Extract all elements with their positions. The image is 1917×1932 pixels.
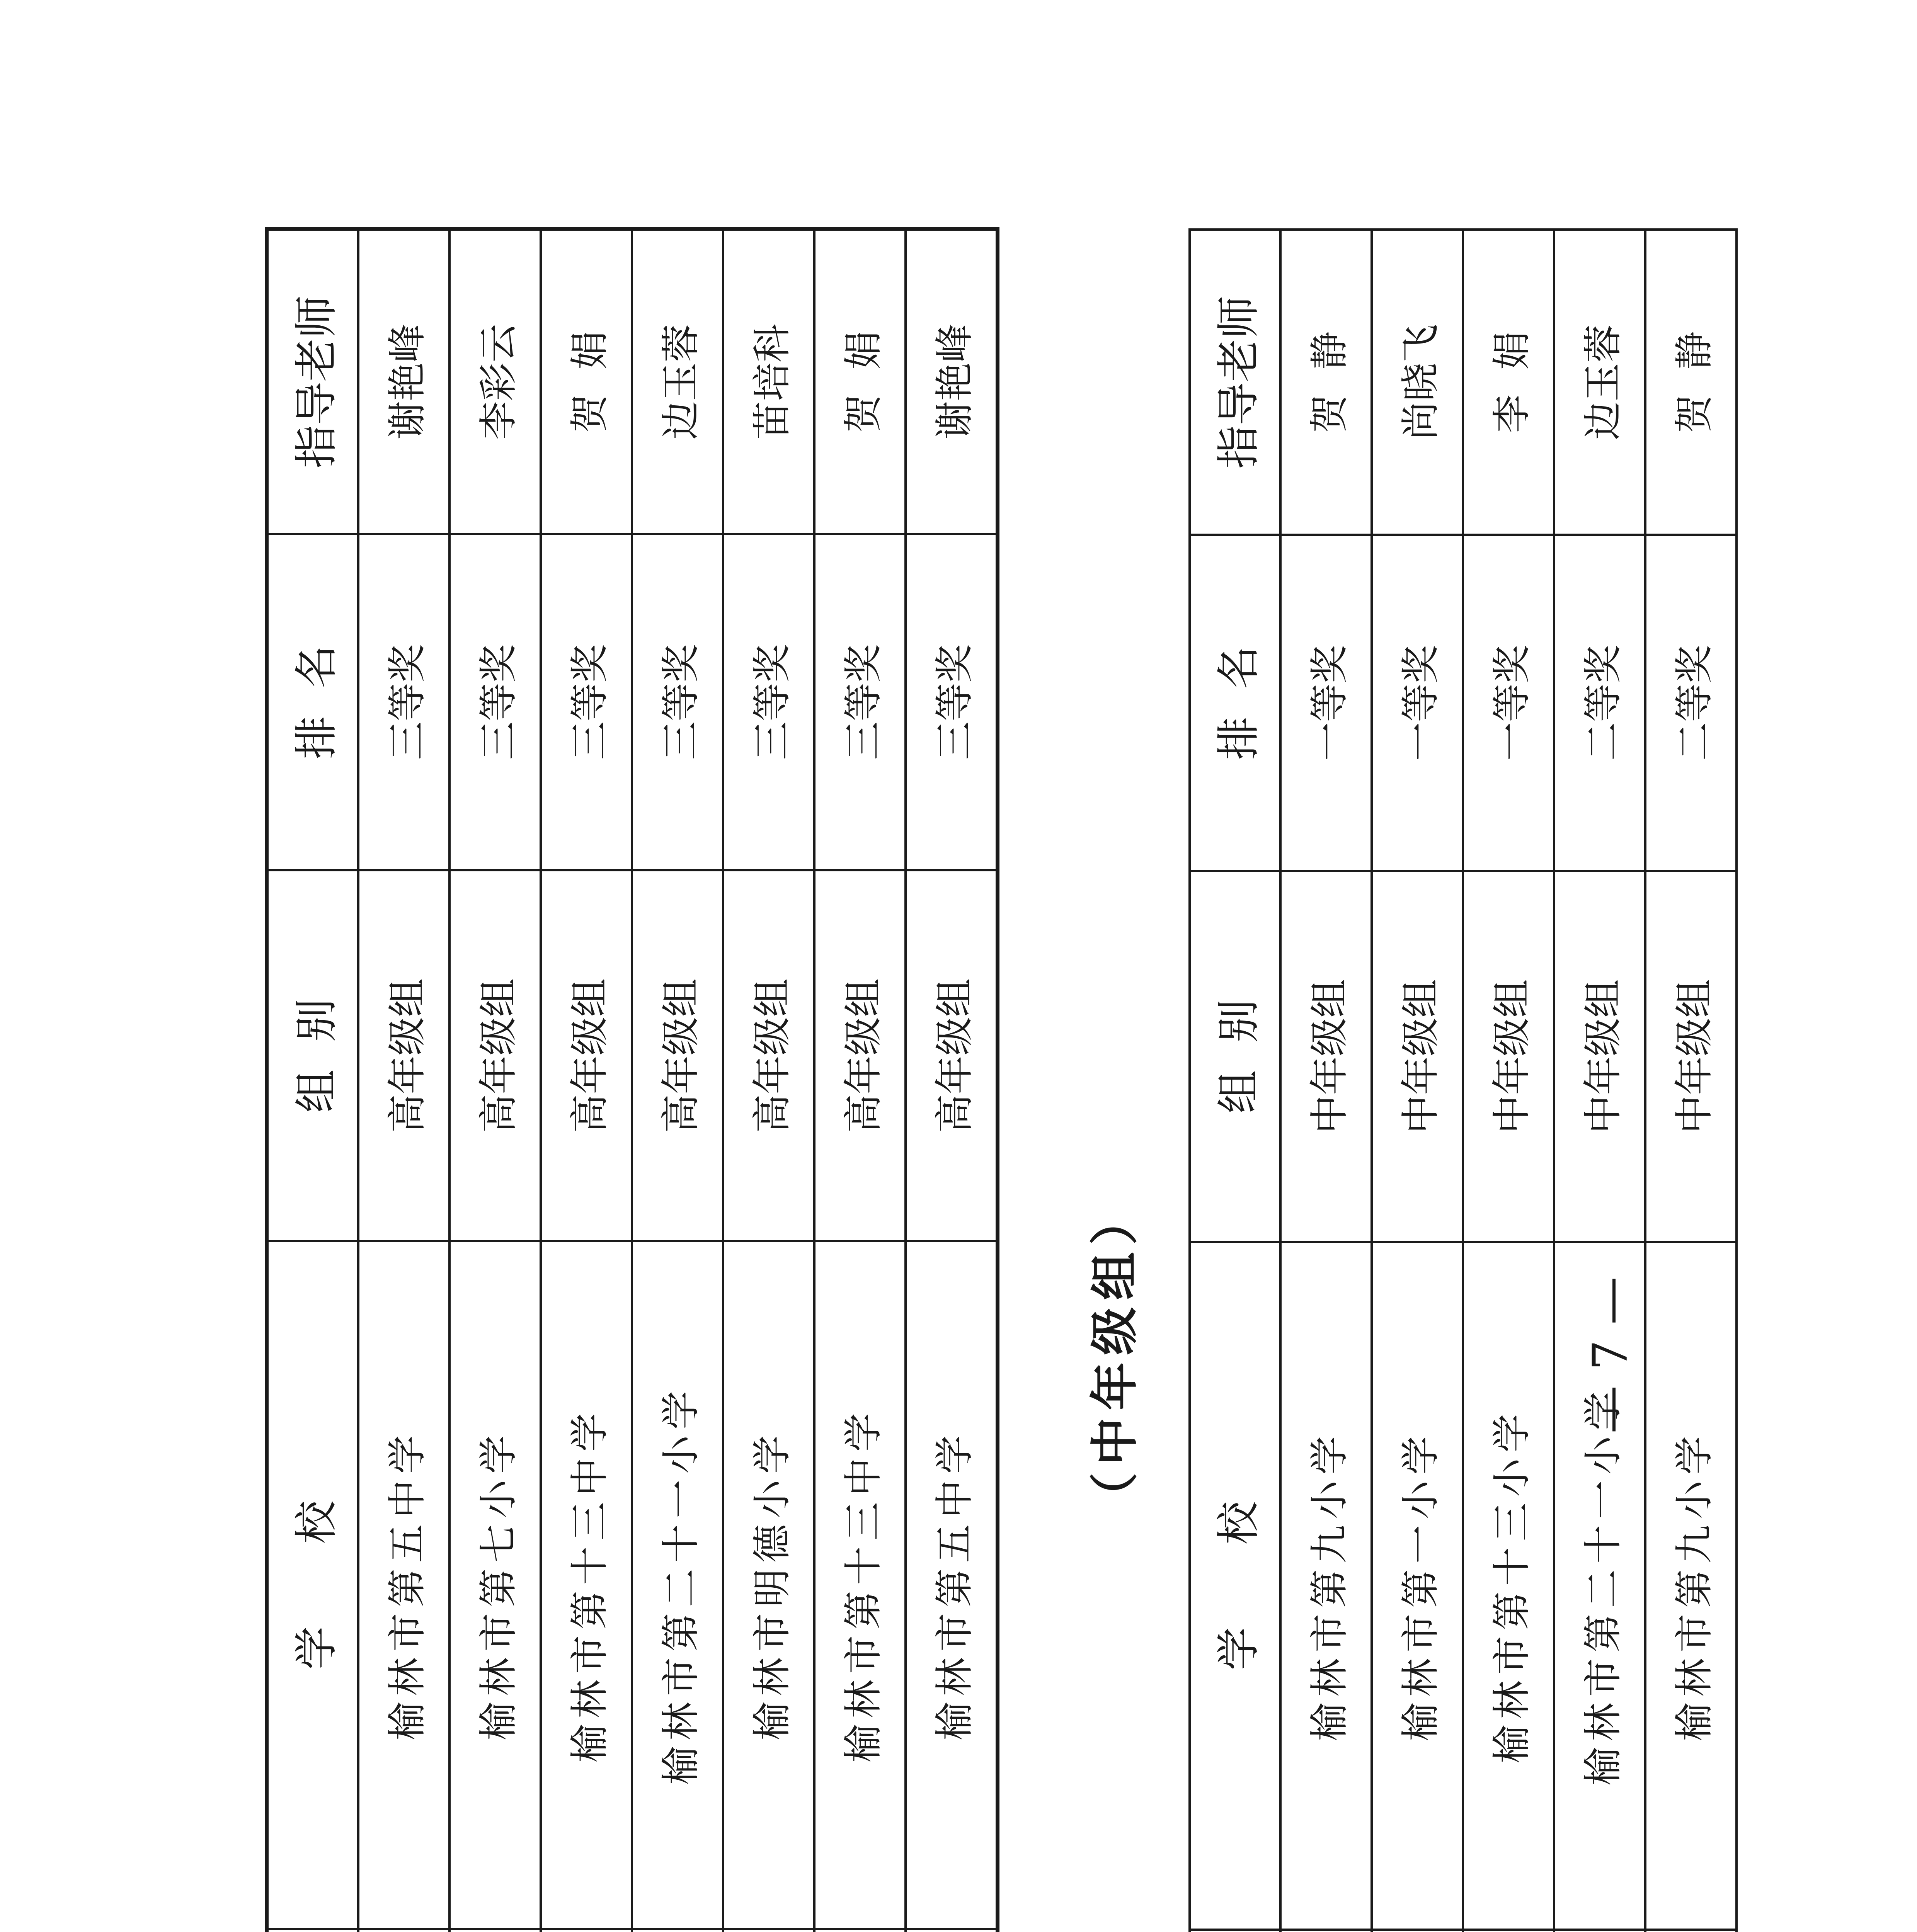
cell-rank: 一等奖 (1372, 535, 1463, 871)
cell-name (814, 1929, 906, 1932)
header-school: 学 校 (267, 1241, 358, 1929)
cell-name (449, 1929, 541, 1932)
table-row (1645, 230, 1737, 1932)
table-row (632, 229, 723, 1932)
cell-group: 中年级组 (1645, 871, 1737, 1242)
cell-teacher: 贺 静 (1645, 230, 1737, 535)
table-row (449, 229, 541, 1932)
award-table-middle (1188, 228, 1738, 1932)
cell-teacher: 贺 娟 (541, 229, 632, 534)
header-name (1190, 1930, 1280, 1932)
cell-rank: 一等奖 (1280, 535, 1372, 871)
header-school: 学 校 (1190, 1242, 1280, 1930)
cell-rank: 三等奖 (541, 534, 632, 870)
cell-school: 榆林市第十三小学 (1463, 1242, 1554, 1930)
cell-group: 中年级组 (1554, 871, 1645, 1242)
cell-school: 榆林市第九小学 (1280, 1242, 1372, 1930)
table-row (541, 229, 632, 1932)
table-row (1280, 230, 1372, 1932)
cell-name (632, 1929, 723, 1932)
cell-school: 榆林市第十三中学 (814, 1241, 906, 1929)
table-row (906, 229, 998, 1932)
cell-name (1645, 1930, 1737, 1932)
cell-teacher: 贺 娟 (814, 229, 906, 534)
award-table-senior (265, 227, 999, 1932)
cell-teacher: 李 娟 (1463, 230, 1554, 535)
cell-rank: 二等奖 (1645, 535, 1737, 871)
section-subtitle: （中年级组） (1087, 1190, 1143, 1520)
cell-rank: 三等奖 (906, 534, 998, 870)
cell-group: 高年级组 (906, 870, 998, 1241)
cell-teacher: 李彩云 (449, 229, 541, 534)
cell-rank: 三等奖 (358, 534, 450, 870)
table-row (1463, 230, 1554, 1932)
cell-school: 榆林市第七小学 (449, 1241, 541, 1929)
cell-group: 高年级组 (541, 870, 632, 1241)
cell-group: 中年级组 (1280, 871, 1372, 1242)
cell-rank: 三等奖 (723, 534, 814, 870)
cell-teacher: 谢艳峰 (358, 229, 450, 534)
header-rank: 排 名 (267, 534, 358, 870)
table-row (358, 229, 450, 1932)
table-row (1372, 230, 1463, 1932)
cell-group: 高年级组 (632, 870, 723, 1241)
cell-teacher: 边玉蓉 (632, 229, 723, 534)
rotated-content (265, 231, 1717, 1932)
cell-school: 榆林市第五中学 (358, 1241, 450, 1929)
cell-rank: 三等奖 (632, 534, 723, 870)
table-header-row (267, 229, 358, 1932)
cell-rank: 三等奖 (449, 534, 541, 870)
cell-group: 中年级组 (1463, 871, 1554, 1242)
cell-group: 中年级组 (1372, 871, 1463, 1242)
cell-school: 榆林市第一小学 (1372, 1242, 1463, 1930)
cell-name (906, 1929, 998, 1932)
page-number: — 7 — (1583, 1277, 1638, 1434)
cell-group: 高年级组 (358, 870, 450, 1241)
table-row (814, 229, 906, 1932)
header-teacher: 指导老师 (1190, 230, 1280, 535)
cell-school: 榆林市第九小学 (1645, 1242, 1737, 1930)
cell-name (1463, 1930, 1554, 1932)
cell-school: 榆林市第十三中学 (541, 1241, 632, 1929)
header-group: 组 别 (267, 870, 358, 1241)
cell-teacher: 谢艳峰 (906, 229, 998, 534)
header-group: 组 别 (1190, 871, 1280, 1242)
cell-teacher: 苗培科 (723, 229, 814, 534)
cell-teacher: 尚晓飞 (1372, 230, 1463, 535)
cell-school: 榆林市第二十一小学 (1554, 1242, 1645, 1930)
cell-name (1280, 1930, 1372, 1932)
cell-group: 高年级组 (814, 870, 906, 1241)
cell-teacher: 边玉蓉 (1554, 230, 1645, 535)
cell-name (1372, 1930, 1463, 1932)
header-name (267, 1929, 358, 1932)
cell-school: 榆林市明德小学 (723, 1241, 814, 1929)
cell-name (541, 1929, 632, 1932)
cell-group: 高年级组 (449, 870, 541, 1241)
header-rank: 排 名 (1190, 535, 1280, 871)
cell-name (723, 1929, 814, 1932)
cell-group: 高年级组 (723, 870, 814, 1241)
cell-name (358, 1929, 450, 1932)
table-header-row (1190, 230, 1280, 1932)
cell-school: 榆林市第二十一小学 (632, 1241, 723, 1929)
cell-rank: 二等奖 (1554, 535, 1645, 871)
cell-teacher: 贺 静 (1280, 230, 1372, 535)
cell-rank: 一等奖 (1463, 535, 1554, 871)
table-row (723, 229, 814, 1932)
cell-rank: 三等奖 (814, 534, 906, 870)
cell-school: 榆林市第五中学 (906, 1241, 998, 1929)
header-teacher: 指导老师 (267, 229, 358, 534)
